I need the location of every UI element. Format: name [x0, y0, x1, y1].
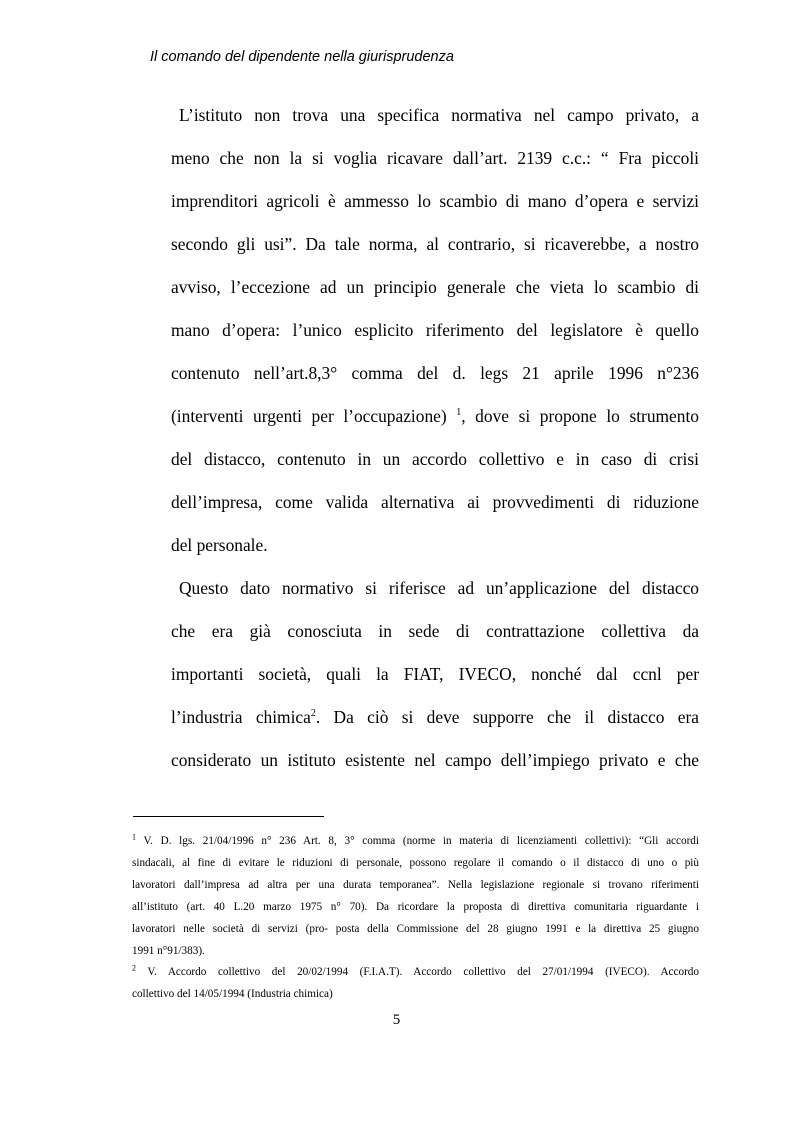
footnote-ref-1: 1 — [456, 407, 462, 419]
body-line: che era già conosciuta in sede di contrattazione collettiva da — [171, 621, 699, 641]
footnote-text: V. Accordo collettivo del 20/02/1994 (F.I.A.T). Accordo collettivo del 27/01/1994 (IVECO). Accordo — [136, 966, 699, 978]
body-line: contenuto nell’art.8,3° comma del d. legs 21 aprile 1996 n°236 — [171, 363, 699, 383]
body-line: dell’impresa, come valida alternativa ai provvedimenti di riduzione — [171, 492, 699, 512]
footnote-text: V. D. lgs. 21/04/1996 n° 236 Art. 8, 3° comma (norme in materia di licenziamenti collettivi): “Gli accordi — [136, 835, 699, 847]
footnote-ref-2: 2 — [310, 708, 316, 720]
footnote-line — [132, 965, 699, 979]
body-line: imprenditori agricoli è ammesso lo scambio di mano d’opera e servizi — [171, 191, 699, 211]
footnote-marker-1: 1 — [132, 832, 136, 842]
footnote-line: collettivo del 14/05/1994 (Industria chimica) — [132, 988, 333, 1000]
footnote-line — [132, 834, 699, 848]
body-line: importanti società, quali la FIAT, IVECO, nonché dal ccnl per — [171, 664, 699, 684]
body-line: meno che non la si voglia ricavare dall’art. 2139 c.c.: “ Fra piccoli — [171, 148, 699, 168]
body-line: secondo gli usi”. Da tale norma, al contrario, si ricaverebbe, a nostro — [171, 234, 699, 254]
running-header: Il comando del dipendente nella giurisprudenza — [150, 49, 454, 65]
footnote-line: 1991 n°91/383). — [132, 945, 205, 957]
body-line: mano d’opera: l’unico esplicito riferimento del legislatore è quello — [171, 320, 699, 340]
footnote-line: lavoratori nelle società di servizi (pro- posta della Commissione del 28 giugno 1991 e la direttiva 25 giugno — [132, 923, 699, 935]
body-text: . Da ciò si deve supporre che il distacco era — [315, 707, 699, 727]
page-number: 5 — [392, 1012, 401, 1028]
footnote-line: all’istituto (art. 40 L.20 marzo 1975 n° 70). Da ricordare la proposta di direttiva comunitaria riguardante i — [132, 901, 699, 913]
body-text: l’industria chimica — [171, 707, 311, 727]
body-line — [171, 405, 699, 427]
body-line: del distacco, contenuto in un accordo collettivo e in caso di crisi — [171, 449, 699, 469]
body-line: avviso, l’eccezione ad un principio generale che vieta lo scambio di — [171, 277, 699, 297]
footnote-separator — [133, 816, 324, 817]
body-text: , dove si propone lo strumento — [461, 406, 699, 426]
body-line: del personale. — [171, 535, 268, 555]
body-line: considerato un istituto esistente nel campo dell’impiego privato e che — [171, 750, 699, 770]
body-line: L’istituto non trova una specifica normativa nel campo privato, a — [179, 105, 699, 125]
body-line — [171, 706, 699, 728]
footnote-marker-2: 2 — [132, 963, 136, 973]
body-text: (interventi urgenti per l’occupazione) — [171, 406, 457, 426]
footnote-line: lavoratori dall’impresa ad altra per una durata temporanea”. Nella legislazione regionale si trovano riferimenti — [132, 879, 699, 891]
footnote-line: sindacali, al fine di evitare le riduzioni di personale, possono regolare il comando o il distacco di uno o più — [132, 857, 699, 869]
body-line: Questo dato normativo si riferisce ad un’applicazione del distacco — [179, 578, 699, 598]
